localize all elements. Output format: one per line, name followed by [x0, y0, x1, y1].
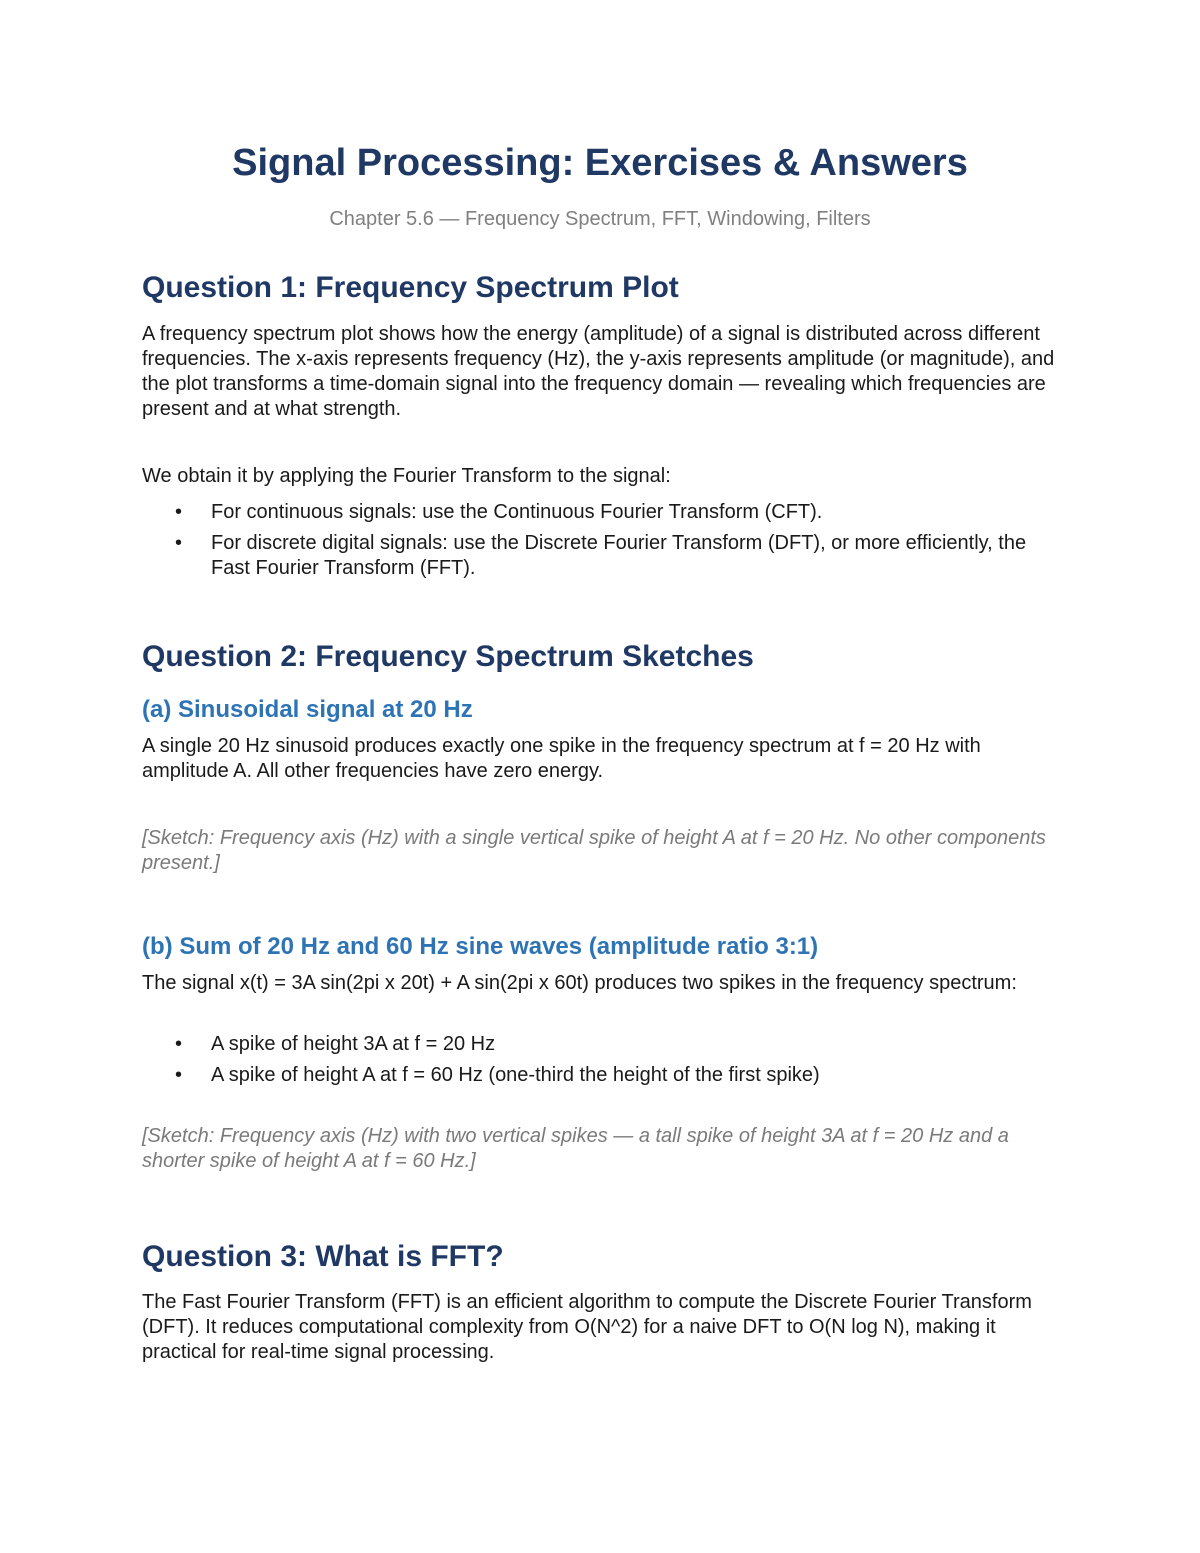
- question-1-paragraph-1: A frequency spectrum plot shows how the energy (amplitude) of a signal is distributed across different frequencies. The x-axis represents frequency (Hz), the y-axis represents amplitude (or magnitude), and the plot transforms a time-domain signal into the frequency domain — revealing which frequencies are present and at what strength.: [142, 323, 1055, 420]
- bullet-icon: •: [175, 532, 183, 554]
- list-item: [142, 1063, 1062, 1088]
- question-2b-paragraph: The signal x(t) = 3A sin(2pi x 20t) + A sin(2pi x 60t) produces two spikes in the frequency spectrum:: [142, 972, 1017, 994]
- question-2b-sketch-note: [Sketch: Frequency axis (Hz) with two vertical spikes — a tall spike of height 3A at f = 20 Hz and a shorter spike of height A at f = 60 Hz.]: [142, 1125, 1009, 1172]
- bullet-icon: •: [175, 1064, 183, 1086]
- question-2a-heading: (a) Sinusoidal signal at 20 Hz: [142, 696, 473, 723]
- question-2-heading: Question 2: Frequency Spectrum Sketches: [142, 640, 754, 673]
- list-item-text: For continuous signals: use the Continuous Fourier Transform (CFT).: [211, 501, 823, 523]
- question-3-heading: Question 3: What is FFT?: [142, 1240, 504, 1273]
- document-subtitle: Chapter 5.6 — Frequency Spectrum, FFT, Windowing, Filters: [329, 208, 871, 230]
- question-1-bullet-list: [142, 500, 1062, 587]
- question-1-paragraph-2: We obtain it by applying the Fourier Transform to the signal:: [142, 465, 671, 487]
- question-2a-sketch-note: [Sketch: Frequency axis (Hz) with a single vertical spike of height A at f = 20 Hz. No other components present.]: [142, 827, 1046, 874]
- list-item-text: A spike of height A at f = 60 Hz (one-third the height of the first spike): [211, 1064, 820, 1086]
- list-item-text: A spike of height 3A at f = 20 Hz: [211, 1033, 496, 1055]
- question-1-heading: Question 1: Frequency Spectrum Plot: [142, 271, 679, 304]
- question-2a-paragraph: A single 20 Hz sinusoid produces exactly one spike in the frequency spectrum at f = 20 Hz with amplitude A. All other frequencies have zero energy.: [142, 735, 981, 782]
- question-2b-bullet-list: [142, 1032, 1062, 1094]
- list-item: [142, 531, 1062, 581]
- question-2b-heading: (b) Sum of 20 Hz and 60 Hz sine waves (amplitude ratio 3:1): [142, 933, 819, 960]
- bullet-icon: •: [175, 501, 183, 523]
- bullet-icon: •: [175, 1033, 183, 1055]
- document-title: Signal Processing: Exercises & Answers: [232, 142, 968, 184]
- list-item: [142, 1032, 1062, 1057]
- list-item: [142, 500, 1062, 525]
- question-3-paragraph: The Fast Fourier Transform (FFT) is an efficient algorithm to compute the Discrete Fourier Transform (DFT). It reduces computational complexity from O(N^2) for a naive DFT to O(N log N), making it practical for real-time signal processing.: [142, 1291, 1032, 1363]
- list-item-text: For discrete digital signals: use the Discrete Fourier Transform (DFT), or more efficiently, the Fast Fourier Transform (FFT).: [211, 532, 1027, 579]
